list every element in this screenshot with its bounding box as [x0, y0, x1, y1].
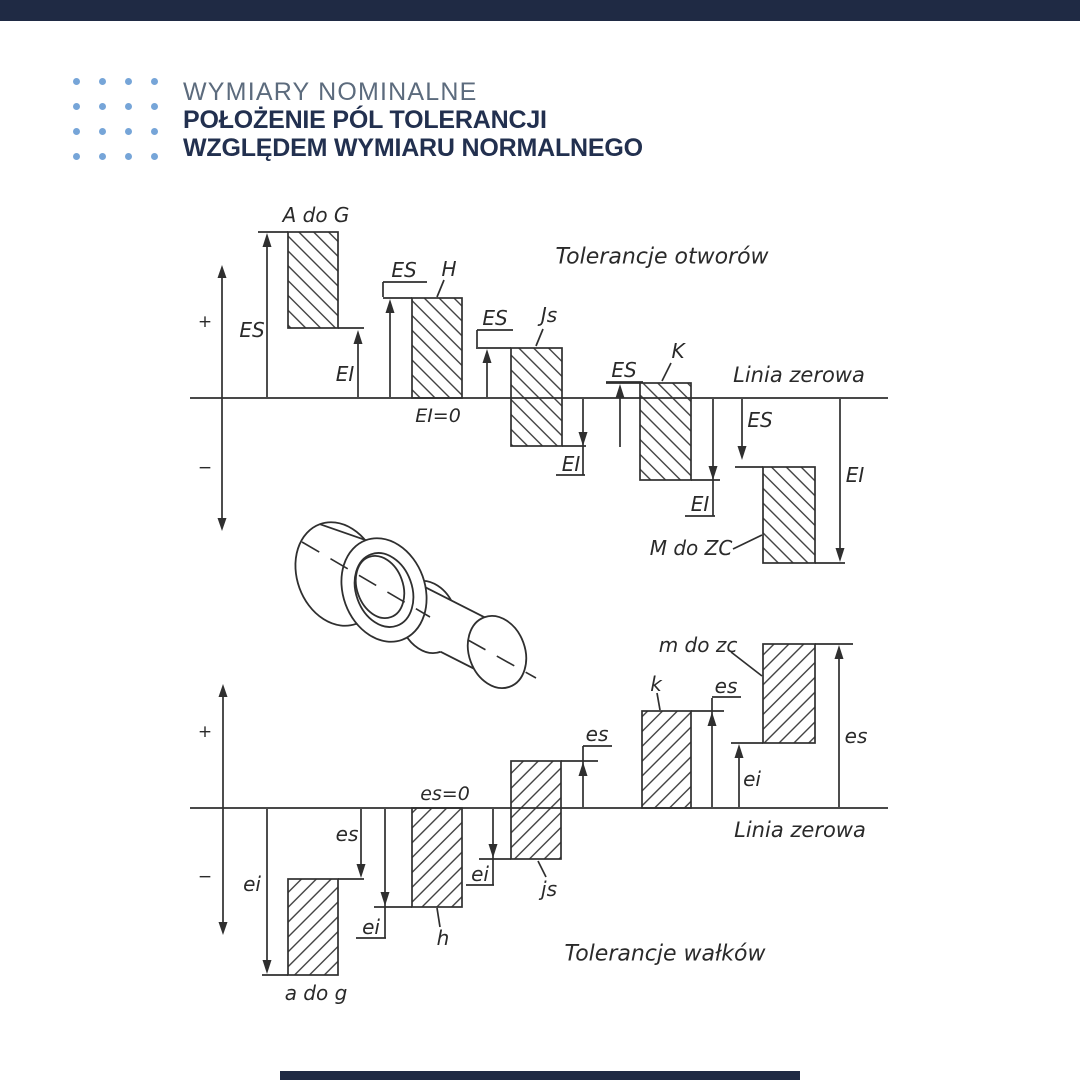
plus-sign-holes: + — [197, 312, 213, 332]
field-label-h: h — [436, 926, 450, 950]
ei-label-K: EI — [690, 492, 710, 516]
tolerance-box-A-do-G — [288, 232, 338, 328]
tolerance-box-m-do-zc — [763, 644, 815, 743]
holes-diagram-geometry — [190, 232, 888, 563]
tolerance-box-H — [412, 298, 462, 398]
field-label-js: js — [541, 877, 557, 901]
tolerance-box-M-do-ZC — [763, 467, 815, 563]
es-label-H: ES — [391, 258, 417, 282]
tolerance-box-a-do-g — [288, 879, 338, 975]
es-label-k: es — [714, 674, 738, 698]
holes-section-title: Tolerancje otworów — [555, 244, 769, 270]
tolerance-box-h — [412, 808, 462, 907]
field-label-m-do-zc: m do zc — [658, 633, 738, 657]
page-title-line2: WZGLĘDEM WYMIARU NORMALNEGO — [183, 134, 643, 162]
es-label-K: ES — [611, 358, 637, 382]
ei-label-M: EI — [845, 463, 865, 487]
plus-sign-shafts: + — [197, 722, 213, 742]
field-label-Js: Js — [540, 303, 558, 327]
minus-sign-shafts: − — [197, 867, 213, 887]
ei-zero-label: EI=0 — [415, 405, 461, 427]
bushing-and-shaft-illustration — [281, 510, 536, 696]
es-label-js: es — [585, 722, 609, 746]
field-label-A-do-G: A do G — [282, 203, 350, 227]
tolerance-box-js — [511, 761, 561, 859]
shafts-diagram-geometry — [190, 644, 888, 975]
field-label-M-do-ZC: M do ZC — [649, 536, 733, 560]
field-label-K: K — [671, 339, 685, 363]
ei-label-a: ei — [243, 872, 261, 896]
eyebrow-title: WYMIARY NOMINALNE — [183, 78, 478, 106]
ei-label-A: EI — [335, 362, 355, 386]
page-title-line1: POŁOŻENIE PÓL TOLERANCJI — [183, 106, 547, 134]
shafts-section-title: Tolerancje wałków — [564, 941, 766, 967]
tolerance-box-k — [642, 711, 691, 808]
es-zero-label: es=0 — [420, 783, 470, 805]
field-label-k: k — [650, 672, 662, 696]
es-label-m: es — [844, 724, 868, 748]
ei-label-js: ei — [471, 862, 489, 886]
ei-label-Js: EI — [561, 452, 581, 476]
tolerance-box-Js — [511, 348, 562, 446]
field-label-a-do-g: a do g — [284, 981, 348, 1005]
minus-sign-holes: − — [197, 458, 213, 478]
zero-line-label-holes: Linia zerowa — [733, 363, 865, 387]
ei-label-m: ei — [743, 767, 761, 791]
field-label-H: H — [441, 257, 457, 281]
es-label-Js: ES — [482, 306, 508, 330]
ei-label-h: ei — [362, 915, 380, 939]
zero-line-label-shafts: Linia zerowa — [734, 818, 866, 842]
es-label-A: ES — [239, 318, 265, 342]
es-label-a: es — [335, 822, 359, 846]
es-label-M: ES — [747, 408, 773, 432]
